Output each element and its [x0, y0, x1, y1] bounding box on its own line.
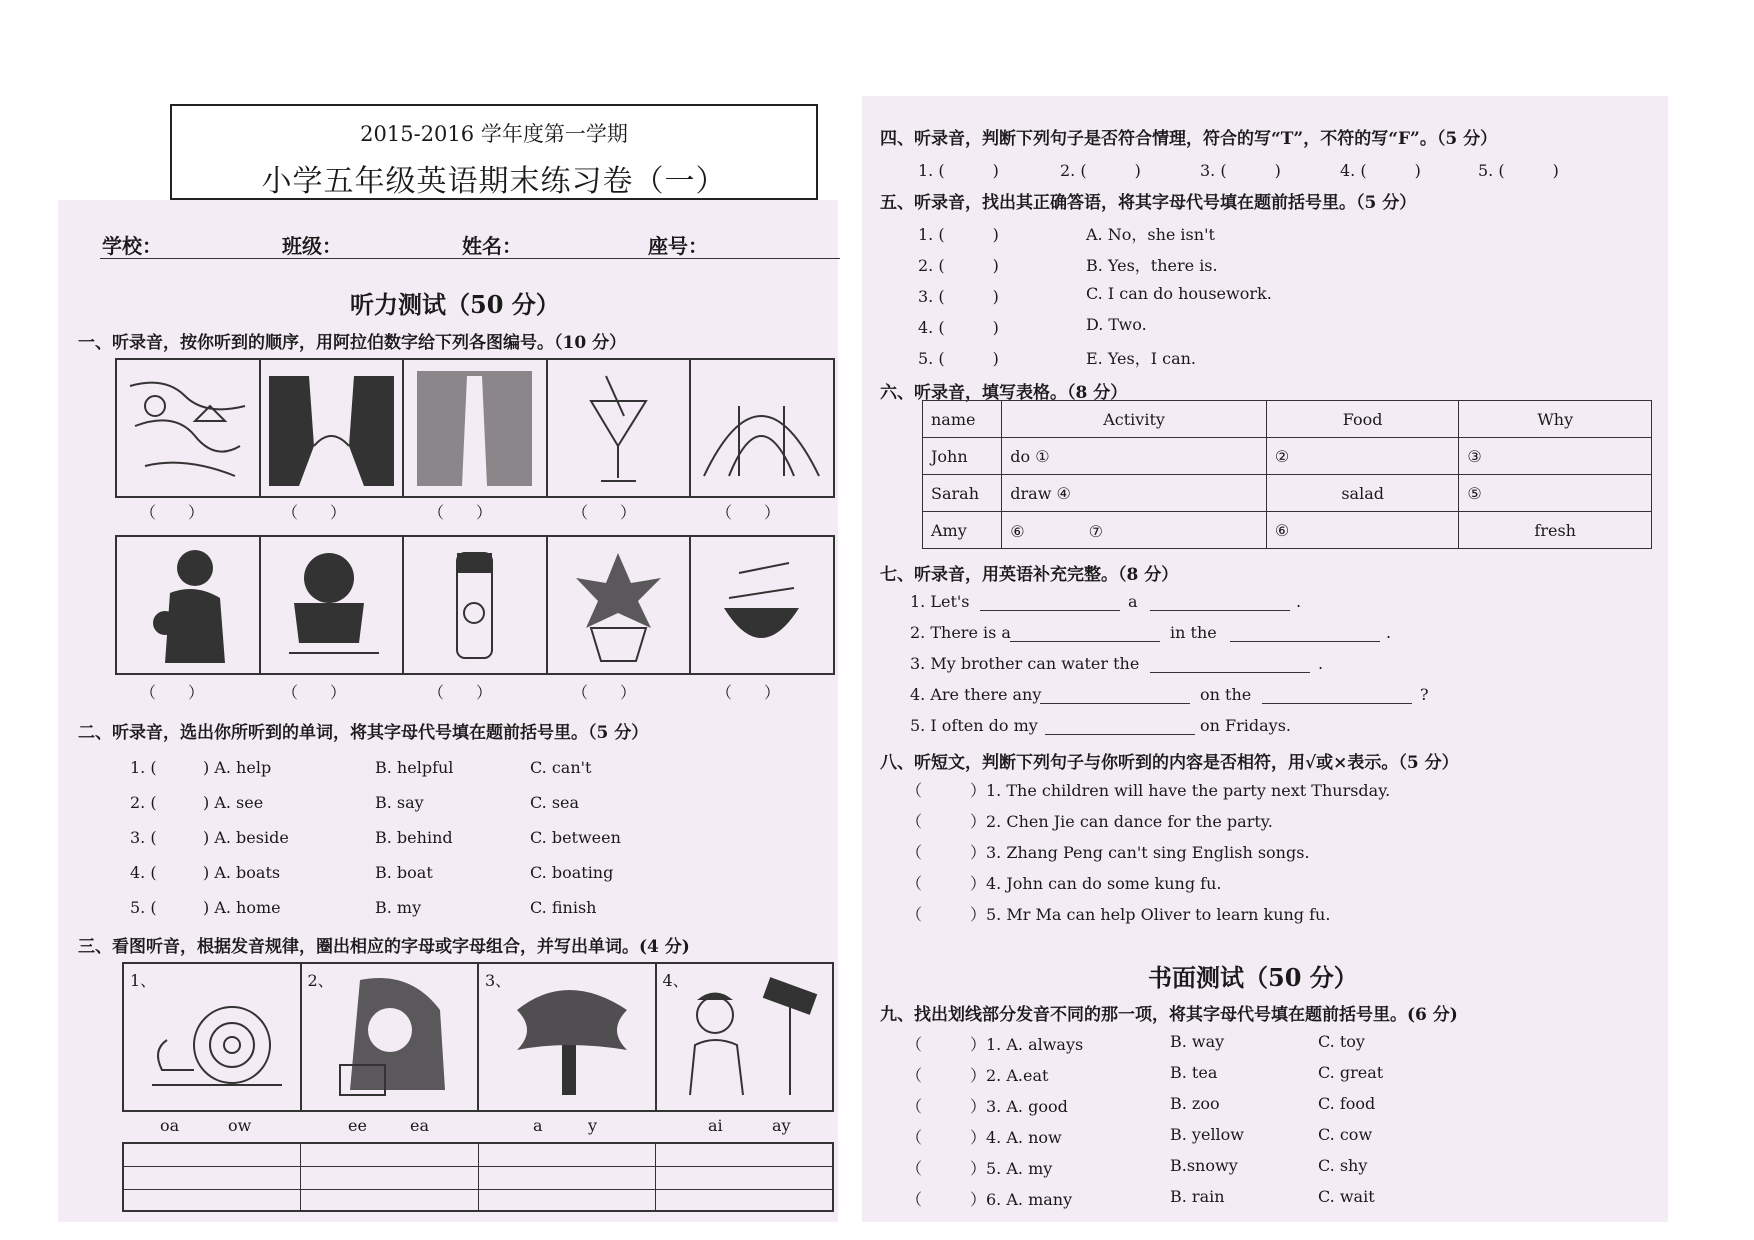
writing-title: 书面测试（50 分） [1148, 963, 1358, 992]
s5-item-num: 4. ( ) [918, 318, 999, 337]
s9-option-a: （ ）1. A. always [906, 1035, 1084, 1054]
letters-2-b: ea [410, 1116, 430, 1135]
s9-option-a: （ ）2. A.eat [906, 1066, 1049, 1085]
paren-1: （ ） [140, 503, 205, 522]
s5-item-num: 5. ( ) [918, 349, 999, 368]
blank-line [1150, 672, 1310, 673]
s2-num: 3. ( [130, 828, 157, 847]
section-5-title: 五、听录音，找出其正确答语，将其字母代号填在题前括号里。（5 分） [880, 193, 1417, 213]
section-4-title: 四、听录音，判断下列句子是否符合情理，符合的写“T”，不符的写“F”。（5 分） [880, 129, 1498, 149]
s8-item: （ ）5. Mr Ma can help Oliver to learn kung fu. [906, 905, 1331, 924]
picture-snail [124, 964, 302, 1110]
s4-item-5: 5. ( ) [1478, 161, 1559, 180]
table-row [923, 512, 1652, 549]
s2-option-b: B. helpful [375, 758, 454, 777]
s9-option-c: C. food [1318, 1094, 1376, 1113]
s7-text: . [1296, 592, 1302, 611]
s7-text: 3. My brother can water the [910, 654, 1140, 673]
exam-year: 2015-2016 学年度第一学期 [360, 122, 628, 146]
s2-num: 4. ( [130, 863, 157, 882]
seat-label: 座号： [648, 234, 708, 258]
s2-option-a: ) A. home [203, 898, 281, 917]
picture-mother-child [117, 537, 261, 673]
picture-juice-glass [548, 360, 692, 496]
paren-10: （ ） [716, 683, 781, 702]
s8-item: （ ）3. Zhang Peng can't sing English songs. [906, 843, 1310, 862]
s2-option-a: ) A. see [203, 793, 264, 812]
s9-option-c: C. toy [1318, 1032, 1365, 1051]
s7-text: 4. Are there any [910, 685, 1042, 704]
picture-bridge [691, 360, 833, 496]
info-underline [100, 258, 840, 259]
s9-option-c: C. great [1318, 1063, 1384, 1082]
s5-answer: E. Yes，I can. [1086, 349, 1197, 368]
s5-answer: C. I can do housework. [1086, 284, 1272, 303]
s7-text: ? [1420, 685, 1429, 704]
s2-option-c: C. between [530, 828, 621, 847]
picture-waterfall [404, 360, 548, 496]
class-label: 班级： [282, 234, 342, 258]
s2-option-c: C. finish [530, 898, 597, 917]
phonics-num-2: 2、 [307, 971, 334, 990]
s5-answer: D. Two. [1086, 315, 1147, 334]
s8-item: （ ）2. Chen Jie can dance for the party. [906, 812, 1273, 831]
s9-option-a: （ ）6. A. many [906, 1190, 1073, 1209]
table-cell: ⑤ [1459, 475, 1652, 512]
picture-bottle [404, 537, 548, 673]
section-1-title: 一、听录音，按你听到的顺序，用阿拉伯数字给下列各图编号。（10 分） [78, 333, 627, 353]
table-header: Food [1266, 401, 1459, 438]
section-8-title: 八、听短文，判断下列句子与你听到的内容是否相符，用√或×表示。（5 分） [880, 753, 1459, 773]
s9-option-b: B. yellow [1170, 1125, 1244, 1144]
s5-item-num: 1. ( ) [918, 225, 999, 244]
school-label: 学校： [102, 234, 162, 258]
s5-answer: B. Yes，there is. [1086, 256, 1218, 275]
s4-item-1: 1. ( ) [918, 161, 999, 180]
paren-6: （ ） [140, 683, 205, 702]
s7-text: on Fridays. [1200, 716, 1292, 735]
s2-option-c: C. sea [530, 793, 580, 812]
letters-3-b: y [588, 1116, 598, 1135]
paren-2: （ ） [282, 503, 347, 522]
listening-title: 听力测试（50 分） [350, 290, 560, 319]
table-row [923, 475, 1652, 512]
blank-line [1230, 641, 1380, 642]
s2-num: 1. ( [130, 758, 157, 777]
s2-option-b: B. behind [375, 828, 453, 847]
s8-item: （ ）1. The children will have the party next Thursday. [906, 781, 1391, 800]
s9-option-c: C. wait [1318, 1187, 1375, 1206]
letters-1-b: ow [228, 1116, 252, 1135]
paren-4: （ ） [572, 503, 637, 522]
s2-option-c: C. can't [530, 758, 592, 777]
paren-5: （ ） [716, 503, 781, 522]
picture-row-1 [115, 358, 835, 498]
phonics-num-3: 3、 [485, 971, 512, 990]
blank-line [1262, 703, 1412, 704]
paren-3: （ ） [428, 503, 493, 522]
table-header: Activity [1002, 401, 1267, 438]
section-3-title: 三、看图听音，根据发音规律，圈出相应的字母或字母组合，并写出单词。(4 分) [78, 937, 690, 957]
blank-line [980, 610, 1120, 611]
table-cell: fresh [1459, 512, 1652, 549]
s2-option-a: ) A. help [203, 758, 272, 777]
table-cell: ③ [1459, 438, 1652, 475]
s9-option-b: B. rain [1170, 1187, 1225, 1206]
s9-option-c: C. shy [1318, 1156, 1368, 1175]
blank-line [1045, 734, 1195, 735]
table-cell: John [923, 438, 1002, 475]
s7-text: . [1318, 654, 1324, 673]
table-cell: do ① [1002, 438, 1267, 475]
s7-text: 1. Let's [910, 592, 970, 611]
s7-text: a [1128, 592, 1138, 611]
table-cell: ② [1266, 438, 1459, 475]
s7-text: 5. I often do my [910, 716, 1038, 735]
s5-item-num: 3. ( ) [918, 287, 999, 306]
s2-option-a: ) A. beside [203, 828, 289, 847]
exam-title: 小学五年级英语期末练习卷（一） [261, 164, 727, 199]
s9-option-b: B. way [1170, 1032, 1225, 1051]
s4-item-2: 2. ( ) [1060, 161, 1141, 180]
s9-option-b: B. zoo [1170, 1094, 1220, 1113]
phonics-answer-grid [122, 1142, 834, 1212]
s9-option-a: （ ）4. A. now [906, 1128, 1062, 1147]
s2-option-b: B. my [375, 898, 422, 917]
name-label: 姓名： [462, 234, 522, 258]
letters-2-a: ee [348, 1116, 367, 1135]
picture-person-writing [261, 537, 405, 673]
s7-text: . [1386, 623, 1392, 642]
s2-option-b: B. say [375, 793, 424, 812]
picture-forest-path [261, 360, 405, 496]
s2-num: 2. ( [130, 793, 157, 812]
s9-option-c: C. cow [1318, 1125, 1373, 1144]
table-cell: draw ④ [1002, 475, 1267, 512]
picture-girl-reading [302, 964, 480, 1110]
fill-table [922, 400, 1652, 549]
s9-option-b: B.snowy [1170, 1156, 1238, 1175]
table-header: name [923, 401, 1002, 438]
s7-text: on the [1200, 685, 1252, 704]
s9-option-b: B. tea [1170, 1063, 1218, 1082]
s9-option-a: （ ）5. A. my [906, 1159, 1053, 1178]
paren-9: （ ） [572, 683, 637, 702]
s5-item-num: 2. ( ) [918, 256, 999, 275]
s8-item: （ ）4. John can do some kung fu. [906, 874, 1222, 893]
blank-line [1010, 641, 1160, 642]
letters-4-b: ay [772, 1116, 791, 1135]
section-9-title: 九、找出划线部分发音不同的那一项，将其字母代号填在题前括号里。(6 分) [880, 1005, 1458, 1025]
picture-map [117, 360, 261, 496]
letters-1-a: oa [160, 1116, 180, 1135]
table-cell: ⑥ [1266, 512, 1459, 549]
table-row [923, 438, 1652, 475]
blank-line [1150, 610, 1290, 611]
picture-food-bowl [691, 537, 833, 673]
paren-7: （ ） [282, 683, 347, 702]
table-header-row [923, 401, 1652, 438]
picture-flower-pot [548, 537, 692, 673]
table-cell: ⑥ ⑦ [1002, 512, 1267, 549]
phonics-pictures [122, 962, 834, 1112]
s5-answer: A. No，she isn't [1086, 225, 1215, 244]
title-box [170, 104, 818, 200]
s2-option-c: C. boating [530, 863, 614, 882]
table-cell: Amy [923, 512, 1002, 549]
letters-4-a: ai [708, 1116, 723, 1135]
table-cell: Sarah [923, 475, 1002, 512]
picture-tree [479, 964, 657, 1110]
paren-8: （ ） [428, 683, 493, 702]
section-7-title: 七、听录音，用英语补充完整。（8 分） [880, 565, 1179, 585]
phonics-num-4: 4、 [662, 971, 689, 990]
blank-line [1040, 703, 1190, 704]
phonics-num-1: 1、 [130, 971, 157, 990]
s4-item-4: 4. ( ) [1340, 161, 1421, 180]
s7-text: 2. There is a [910, 623, 1011, 642]
picture-man-sign [657, 964, 833, 1110]
picture-row-2 [115, 535, 835, 675]
table-cell: salad [1266, 475, 1459, 512]
section-2-title: 二、听录音，选出你所听到的单词，将其字母代号填在题前括号里。（5 分） [78, 723, 649, 743]
s2-option-a: ) A. boats [203, 863, 281, 882]
s2-option-b: B. boat [375, 863, 433, 882]
letters-3-a: a [533, 1116, 543, 1135]
section-6-title: 六、听录音，填写表格。（8 分） [880, 383, 1128, 403]
s7-text: in the [1170, 623, 1217, 642]
s2-num: 5. ( [130, 898, 157, 917]
s4-item-3: 3. ( ) [1200, 161, 1281, 180]
s9-option-a: （ ）3. A. good [906, 1097, 1068, 1116]
table-header: Why [1459, 401, 1652, 438]
